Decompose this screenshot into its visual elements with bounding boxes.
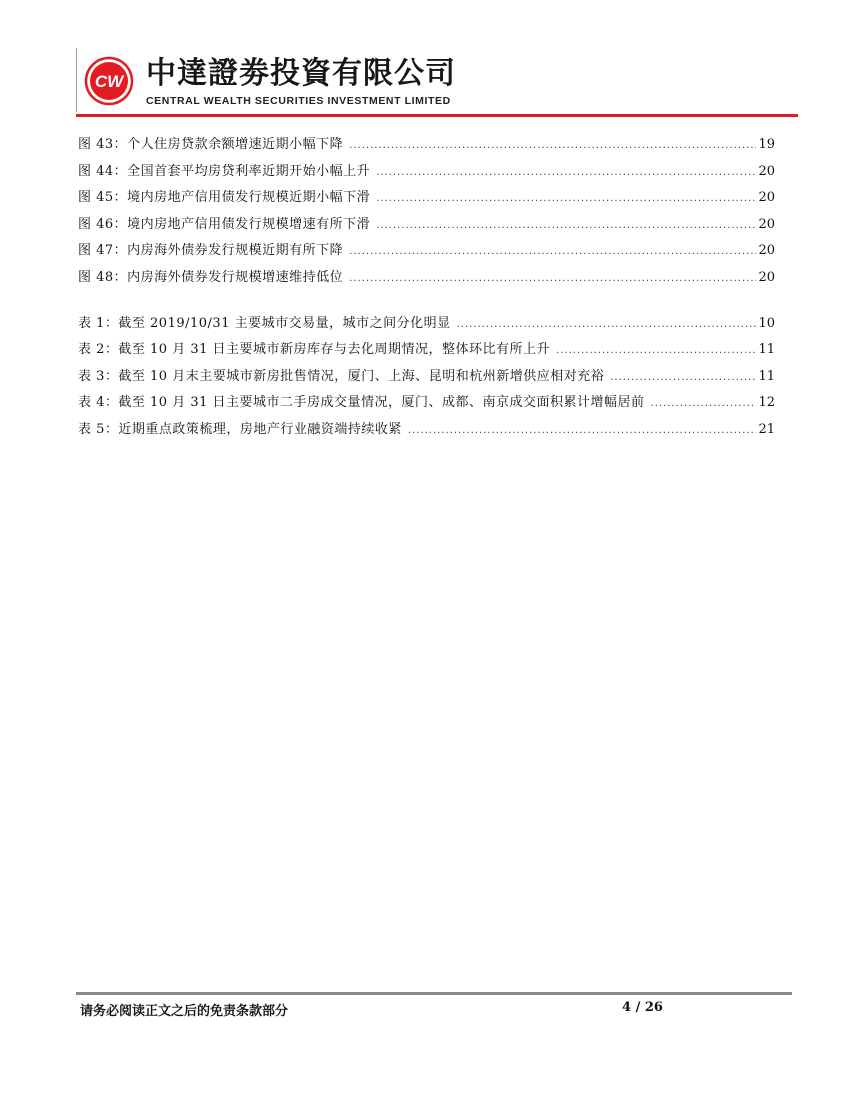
toc-dot-leader — [349, 239, 756, 266]
toc-entry[interactable] — [78, 417, 775, 444]
toc-entry-label: 图 48：内房海外债券发行规模增速维持低位 — [78, 269, 344, 285]
toc-entry-page: 19 — [758, 137, 775, 152]
toc-dot-leader — [376, 160, 756, 187]
toc-dot-leader — [651, 391, 757, 418]
toc-entry[interactable] — [78, 132, 775, 159]
toc-dot-leader — [376, 186, 756, 213]
toc-entry[interactable] — [78, 159, 775, 186]
figure-list — [78, 132, 775, 292]
toc-entry[interactable] — [78, 212, 775, 239]
table-of-contents — [78, 132, 775, 444]
toc-entry[interactable] — [78, 311, 775, 338]
toc-entry-label: 表 2：截至 10 月 31 日主要城市新房库存与去化周期情况，整体环比有所上升 — [78, 342, 551, 358]
toc-entry-label: 图 46：境内房地产信用债发行规模增速有所下滑 — [78, 216, 371, 232]
company-name-chinese: 中達證劵投資有限公司 — [146, 56, 456, 91]
toc-entry-page: 20 — [758, 269, 775, 285]
toc-entry-page: 10 — [758, 315, 775, 331]
footer-disclaimer: 请务必阅读正文之后的免责条款部分 — [80, 1004, 289, 1019]
toc-entry-page: 21 — [758, 421, 775, 437]
table-list — [78, 311, 775, 444]
toc-entry-page: 20 — [758, 163, 775, 179]
toc-entry-label: 表 1：截至 2019/10/31 主要城市交易量，城市之间分化明显 — [78, 315, 451, 331]
toc-entry-page: 20 — [758, 216, 775, 232]
toc-entry[interactable] — [78, 337, 775, 364]
header-vertical-rule — [76, 48, 77, 112]
toc-entry-label: 图 47：内房海外债券发行规模近期有所下降 — [78, 243, 344, 259]
toc-entry-label: 图 45：境内房地产信用债发行规模近期小幅下滑 — [78, 190, 371, 206]
toc-dot-leader — [457, 312, 757, 339]
toc-entry[interactable] — [78, 265, 775, 292]
page-number: 4 / 26 — [622, 1000, 663, 1015]
toc-entry-page: 11 — [758, 368, 775, 384]
toc-entry[interactable] — [78, 364, 775, 391]
toc-entry-page: 20 — [758, 190, 775, 206]
toc-entry[interactable] — [78, 390, 775, 417]
toc-entry-label: 图 43：个人住房贷款余额增速近期小幅下降 — [78, 137, 344, 152]
toc-dot-leader — [408, 418, 757, 445]
toc-dot-leader — [610, 365, 756, 392]
toc-entry-label: 表 3：截至 10 月末主要城市新房批售情况，厦门、上海、昆明和杭州新增供应相对充裕 — [78, 368, 605, 384]
toc-entry-label: 图 44：全国首套平均房贷利率近期开始小幅上升 — [78, 163, 371, 179]
toc-entry-page: 20 — [758, 243, 775, 259]
toc-entry-page: 12 — [758, 395, 775, 411]
toc-entry-label: 表 5：近期重点政策梳理，房地产行业融资端持续收紧 — [78, 421, 402, 437]
toc-dot-leader — [376, 213, 756, 240]
footer-divider — [76, 992, 792, 995]
toc-dot-leader — [556, 338, 756, 365]
toc-dot-leader — [349, 266, 756, 293]
logo-text: CW — [94, 72, 124, 91]
company-logo-icon — [84, 56, 134, 106]
toc-dot-leader — [349, 133, 756, 160]
header-red-divider — [76, 114, 798, 117]
toc-entry-label: 表 4：截至 10 月 31 日主要城市二手房成交量情况，厦门、成都、南京成交面积累计增幅居前 — [78, 395, 645, 411]
toc-entry-page: 11 — [758, 342, 775, 358]
company-name-english: CENTRAL WEALTH SECURITIES INVESTMENT LIMITED — [146, 95, 451, 107]
toc-entry[interactable] — [78, 238, 775, 265]
toc-entry[interactable] — [78, 185, 775, 212]
